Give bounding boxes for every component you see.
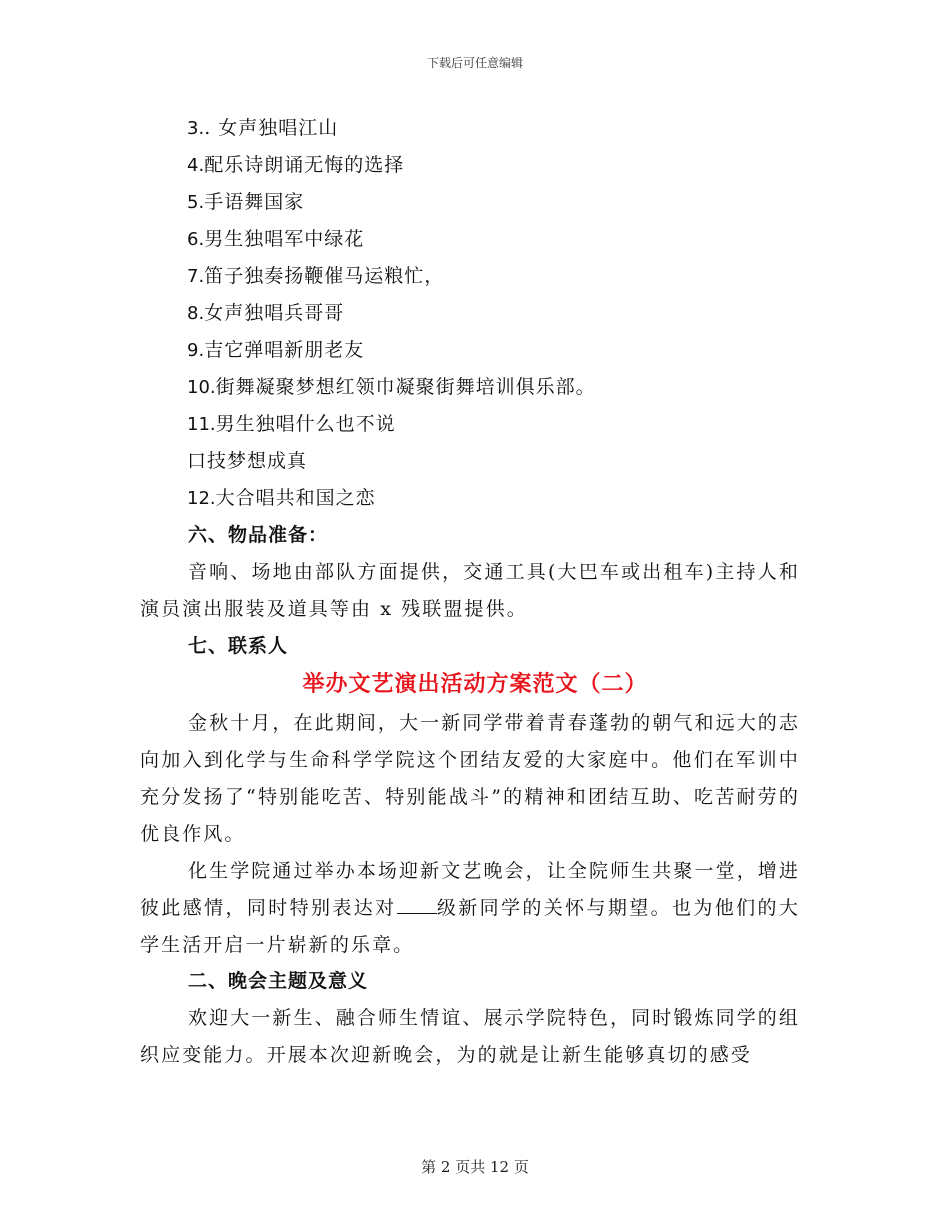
section-theme [140, 963, 800, 1074]
item-number: 11. [187, 414, 216, 435]
item-text: 手语舞国家 [204, 191, 305, 213]
item-number: 3. [187, 118, 205, 139]
program-list [187, 110, 827, 517]
list-item [187, 147, 827, 184]
item-text: 男生独唱什么也不说 [215, 413, 396, 435]
list-item [187, 221, 827, 258]
item-text: 吉它弹唱新朋老友 [204, 339, 365, 361]
item-text: 女声独唱兵哥哥 [204, 302, 345, 324]
list-item [187, 369, 827, 406]
list-item [187, 184, 827, 221]
item-text: 街舞凝聚梦想红领巾凝聚街舞培训俱乐部。 [215, 376, 596, 398]
item-text: 大合唱共和国之恋 [215, 487, 376, 509]
page-header: 下载后可任意编辑 [426, 56, 523, 70]
item-number: 7. [187, 266, 205, 287]
list-item [187, 258, 827, 295]
item-number: 10. [187, 377, 216, 398]
item-number: 9. [187, 340, 205, 361]
item-text: . 女声独唱江山 [204, 117, 339, 139]
list-item [187, 332, 827, 369]
item-text: 配乐诗朗诵无悔的选择 [204, 154, 405, 176]
paragraph-text: 化生学院通过举办本场迎新文艺晚会，让全院师生共聚一堂，增进彼此感情，同时特别表达对 [140, 860, 800, 919]
item-text: 口技梦想成真 [187, 450, 308, 472]
item-number: 6. [187, 229, 205, 250]
fill-blank [397, 895, 437, 914]
section-heading: 七、联系人 [188, 635, 289, 657]
section-heading: 二、晚会主题及意义 [188, 970, 369, 992]
paragraph [140, 853, 800, 964]
paragraph-text: 级新同学的关怀与期望。也为他们的大学生活开启一片崭新的乐章。 [140, 897, 801, 956]
item-number: 5. [187, 192, 205, 213]
page-footer: 第 2 页共 12 页 [421, 1158, 529, 1176]
list-item [187, 406, 827, 443]
document-title: 举办文艺演出活动方案范文（二） [302, 671, 648, 697]
section-contact [140, 628, 800, 665]
item-text: 笛子独奏扬鞭催马运粮忙， [204, 265, 445, 287]
item-number: 12. [187, 488, 216, 509]
section-heading: 六、物品准备： [188, 524, 329, 546]
list-item [187, 480, 827, 517]
item-text: 男生独唱军中绿花 [204, 228, 365, 250]
paragraph: 欢迎大一新生、融合师生情谊、展示学院特色，同时锻炼同学的组织应变能力。开展本次迎新晚会，为的就是让新生能够真切的感受 [140, 1007, 800, 1066]
paragraph: 金秋十月，在此期间，大一新同学带着青春蓬勃的朝气和远大的志向加入到化学与生命科学学院这个团结友爱的大家庭中。他们在军训中充分发扬了“特别能吃苦、特别能战斗”的精神和团结互助、吃苦耐劳的优良作风。 [140, 712, 800, 845]
list-item [187, 110, 827, 147]
paragraph: 音响、场地由部队方面提供，交通工具(大巴车或出租车)主持人和演员演出服装及道具等由 x 残联盟提供。 [140, 561, 800, 620]
item-number: 8. [187, 303, 205, 324]
list-item [187, 295, 827, 332]
section-supplies [140, 517, 800, 628]
intro-section [140, 705, 800, 964]
item-number: 4. [187, 155, 205, 176]
list-item [187, 443, 827, 480]
